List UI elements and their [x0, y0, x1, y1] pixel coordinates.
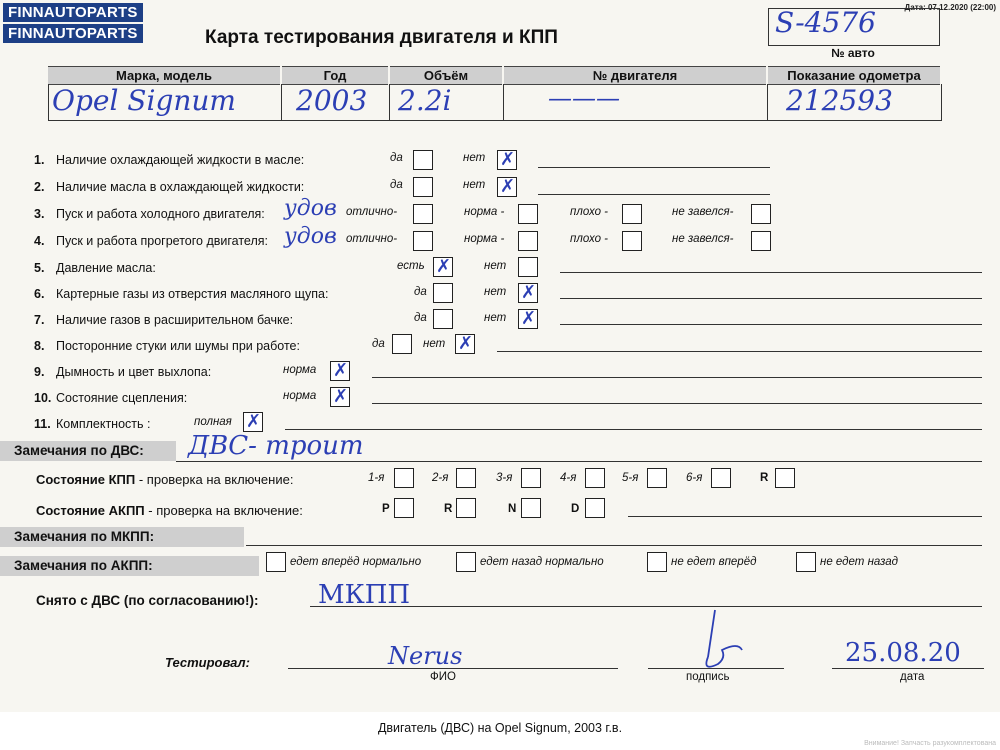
q8-no-checkbox[interactable]: ✗ — [455, 334, 475, 354]
q4-excellent-label: отлично- — [346, 233, 398, 245]
at-backward-ok-label: едет назад нормально — [480, 556, 604, 568]
at-no-backward-checkbox[interactable] — [796, 552, 816, 572]
question-2: 2. Наличие масла в охлаждающей жидкости: — [34, 180, 305, 194]
q9-norm-label: норма — [283, 364, 317, 376]
q1-no-checkbox[interactable]: ✗ — [497, 150, 517, 170]
gear-6-checkbox[interactable] — [711, 468, 731, 488]
at-no-forward-checkbox[interactable] — [647, 552, 667, 572]
question-4: 4. Пуск и работа прогретого двигателя: — [34, 234, 268, 248]
q3-handwritten: удов — [284, 196, 337, 221]
page-title: Карта тестирования двигателя и КПП — [205, 27, 558, 48]
gear-4-label: 4-я — [560, 472, 577, 484]
q4-excellent-checkbox[interactable] — [413, 231, 433, 251]
at-backward-ok-checkbox[interactable] — [456, 552, 476, 572]
at-d-label: D — [571, 503, 580, 515]
q8-yes-label: да — [372, 338, 385, 350]
question-3: 3. Пуск и работа холодного двигателя: — [34, 207, 265, 221]
q1-yes-label: да — [390, 152, 403, 164]
gear-6-label: 6-я — [686, 472, 703, 484]
question-7: 7. Наличие газов в расширительном бачке: — [34, 313, 294, 327]
q9-norm-checkbox[interactable]: ✗ — [330, 361, 350, 381]
q5-no-label: нет — [484, 260, 507, 272]
question-10: 10. Состояние сцепления: — [34, 391, 188, 405]
q11-full-checkbox[interactable]: ✗ — [243, 412, 263, 432]
gear-4-checkbox[interactable] — [585, 468, 605, 488]
gear-5-label: 5-я — [622, 472, 639, 484]
gear-r-checkbox[interactable] — [775, 468, 795, 488]
mt-remarks-label: Замечания по МКПП: — [0, 527, 244, 547]
gear-2-checkbox[interactable] — [456, 468, 476, 488]
value-odometer: 212593 — [786, 84, 893, 117]
q2-yes-label: да — [390, 179, 403, 191]
q3-excellent-label: отлично- — [346, 206, 398, 218]
q4-handwritten: удов — [284, 224, 337, 249]
q8-no-label: нет — [423, 338, 446, 350]
q5-no-checkbox[interactable] — [518, 257, 538, 277]
brand-logo: FINNAUTOPARTS — [3, 3, 143, 22]
q5-present-checkbox[interactable]: ✗ — [433, 257, 453, 277]
at-forward-ok-checkbox[interactable] — [266, 552, 286, 572]
ice-remarks-label: Замечания по ДВС: — [0, 441, 176, 461]
q5-present-label: есть — [397, 260, 425, 272]
q3-normal-checkbox[interactable] — [518, 204, 538, 224]
date-label: дата — [900, 671, 925, 683]
gear-3-checkbox[interactable] — [521, 468, 541, 488]
at-n-label: N — [508, 503, 517, 515]
gear-1-label: 1-я — [368, 472, 385, 484]
q3-not-started-label: не завелся- — [672, 206, 734, 218]
q1-no-label: нет — [463, 152, 486, 164]
at-forward-ok-label: едет вперёд нормально — [290, 556, 422, 568]
q8-yes-checkbox[interactable] — [392, 334, 412, 354]
q3-excellent-checkbox[interactable] — [413, 204, 433, 224]
q6-yes-checkbox[interactable] — [433, 283, 453, 303]
auto-number-value: S-4576 — [775, 6, 876, 39]
question-6: 6. Картерные газы из отверстия масляного щупа: — [34, 287, 329, 301]
at-d-checkbox[interactable] — [585, 498, 605, 518]
q11-full-label: полная — [194, 416, 232, 428]
photo-caption: Двигатель (ДВС) на Opel Signum, 2003 г.в. — [377, 721, 623, 735]
q6-no-label: нет — [484, 286, 507, 298]
question-9: 9. Дымность и цвет выхлопа: — [34, 365, 212, 379]
date-stamp: Дата: 07.12.2020 (22:00) — [904, 3, 996, 12]
q1-yes-checkbox[interactable] — [413, 150, 433, 170]
q3-bad-label: плохо - — [570, 206, 608, 218]
gear-2-label: 2-я — [432, 472, 449, 484]
question-11: 11. Комплектность : — [34, 417, 151, 431]
q3-not-started-checkbox[interactable] — [751, 204, 771, 224]
header-make-model: Марка, модель — [48, 66, 280, 85]
value-year: 2003 — [296, 84, 368, 117]
gear-5-checkbox[interactable] — [647, 468, 667, 488]
header-engine-no: № двигателя — [504, 66, 766, 85]
at-r-label: R — [444, 503, 453, 515]
brand-logo-2: FINNAUTOPARTS — [3, 24, 143, 43]
signature-mark — [690, 602, 760, 682]
at-no-backward-label: не едет назад — [820, 556, 899, 568]
gear-3-label: 3-я — [496, 472, 513, 484]
removed-value: МКПП — [318, 580, 411, 610]
watermark: Внимание! Запчасть разукомплектована — [864, 740, 996, 747]
q4-normal-label: норма - — [464, 233, 505, 245]
q6-no-checkbox[interactable]: ✗ — [518, 283, 538, 303]
at-p-label: P — [382, 503, 390, 515]
gear-1-checkbox[interactable] — [394, 468, 414, 488]
header-year: Год — [282, 66, 388, 85]
at-n-checkbox[interactable] — [521, 498, 541, 518]
question-5: 5. Давление масла: — [34, 261, 156, 275]
q7-no-label: нет — [484, 312, 507, 324]
q10-norm-label: норма — [283, 390, 317, 402]
q4-not-started-label: не завелся- — [672, 233, 734, 245]
q7-yes-checkbox[interactable] — [433, 309, 453, 329]
q4-normal-checkbox[interactable] — [518, 231, 538, 251]
ice-remarks-value: ДВС- троит — [188, 431, 364, 461]
q7-no-checkbox[interactable]: ✗ — [518, 309, 538, 329]
at-remarks-label: Замечания по АКПП: — [0, 556, 259, 576]
value-volume: 2.2i — [398, 84, 452, 117]
tester-name: Nerus — [388, 642, 463, 670]
q7-yes-label: да — [414, 312, 427, 324]
at-p-checkbox[interactable] — [394, 498, 414, 518]
header-odometer: Показание одометра — [768, 66, 940, 85]
q4-bad-checkbox[interactable] — [622, 231, 642, 251]
question-1: 1. Наличие охлаждающей жидкости в масле: — [34, 153, 305, 167]
q2-no-label: нет — [463, 179, 486, 191]
mt-state-label: Состояние КПП - проверка на включение: — [36, 472, 294, 487]
q3-normal-label: норма - — [464, 206, 505, 218]
value-make-model: Opel Signum — [52, 84, 236, 117]
value-engine-no: ——— — [548, 84, 620, 112]
q4-not-started-checkbox[interactable] — [751, 231, 771, 251]
fio-label: ФИО — [430, 671, 456, 683]
q10-norm-checkbox[interactable]: ✗ — [330, 387, 350, 407]
at-state-label: Состояние АКПП - проверка на включение: — [36, 503, 303, 518]
q2-yes-checkbox[interactable] — [413, 177, 433, 197]
q2-no-checkbox[interactable]: ✗ — [497, 177, 517, 197]
signature-label: подпись — [686, 671, 730, 683]
removed-label: Снято с ДВС (по согласованию!): — [36, 593, 259, 608]
question-8: 8. Посторонние стуки или шумы при работе: — [34, 339, 300, 353]
q4-bad-label: плохо - — [570, 233, 608, 245]
q3-bad-checkbox[interactable] — [622, 204, 642, 224]
header-volume: Объём — [390, 66, 502, 85]
gear-r-label: R — [760, 472, 769, 484]
at-no-forward-label: не едет вперёд — [671, 556, 757, 568]
q6-yes-label: да — [414, 286, 427, 298]
at-r-checkbox[interactable] — [456, 498, 476, 518]
tested-label: Тестировал: — [165, 655, 250, 670]
test-date: 25.08.20 — [845, 638, 961, 668]
auto-number-label: № авто — [831, 46, 875, 60]
